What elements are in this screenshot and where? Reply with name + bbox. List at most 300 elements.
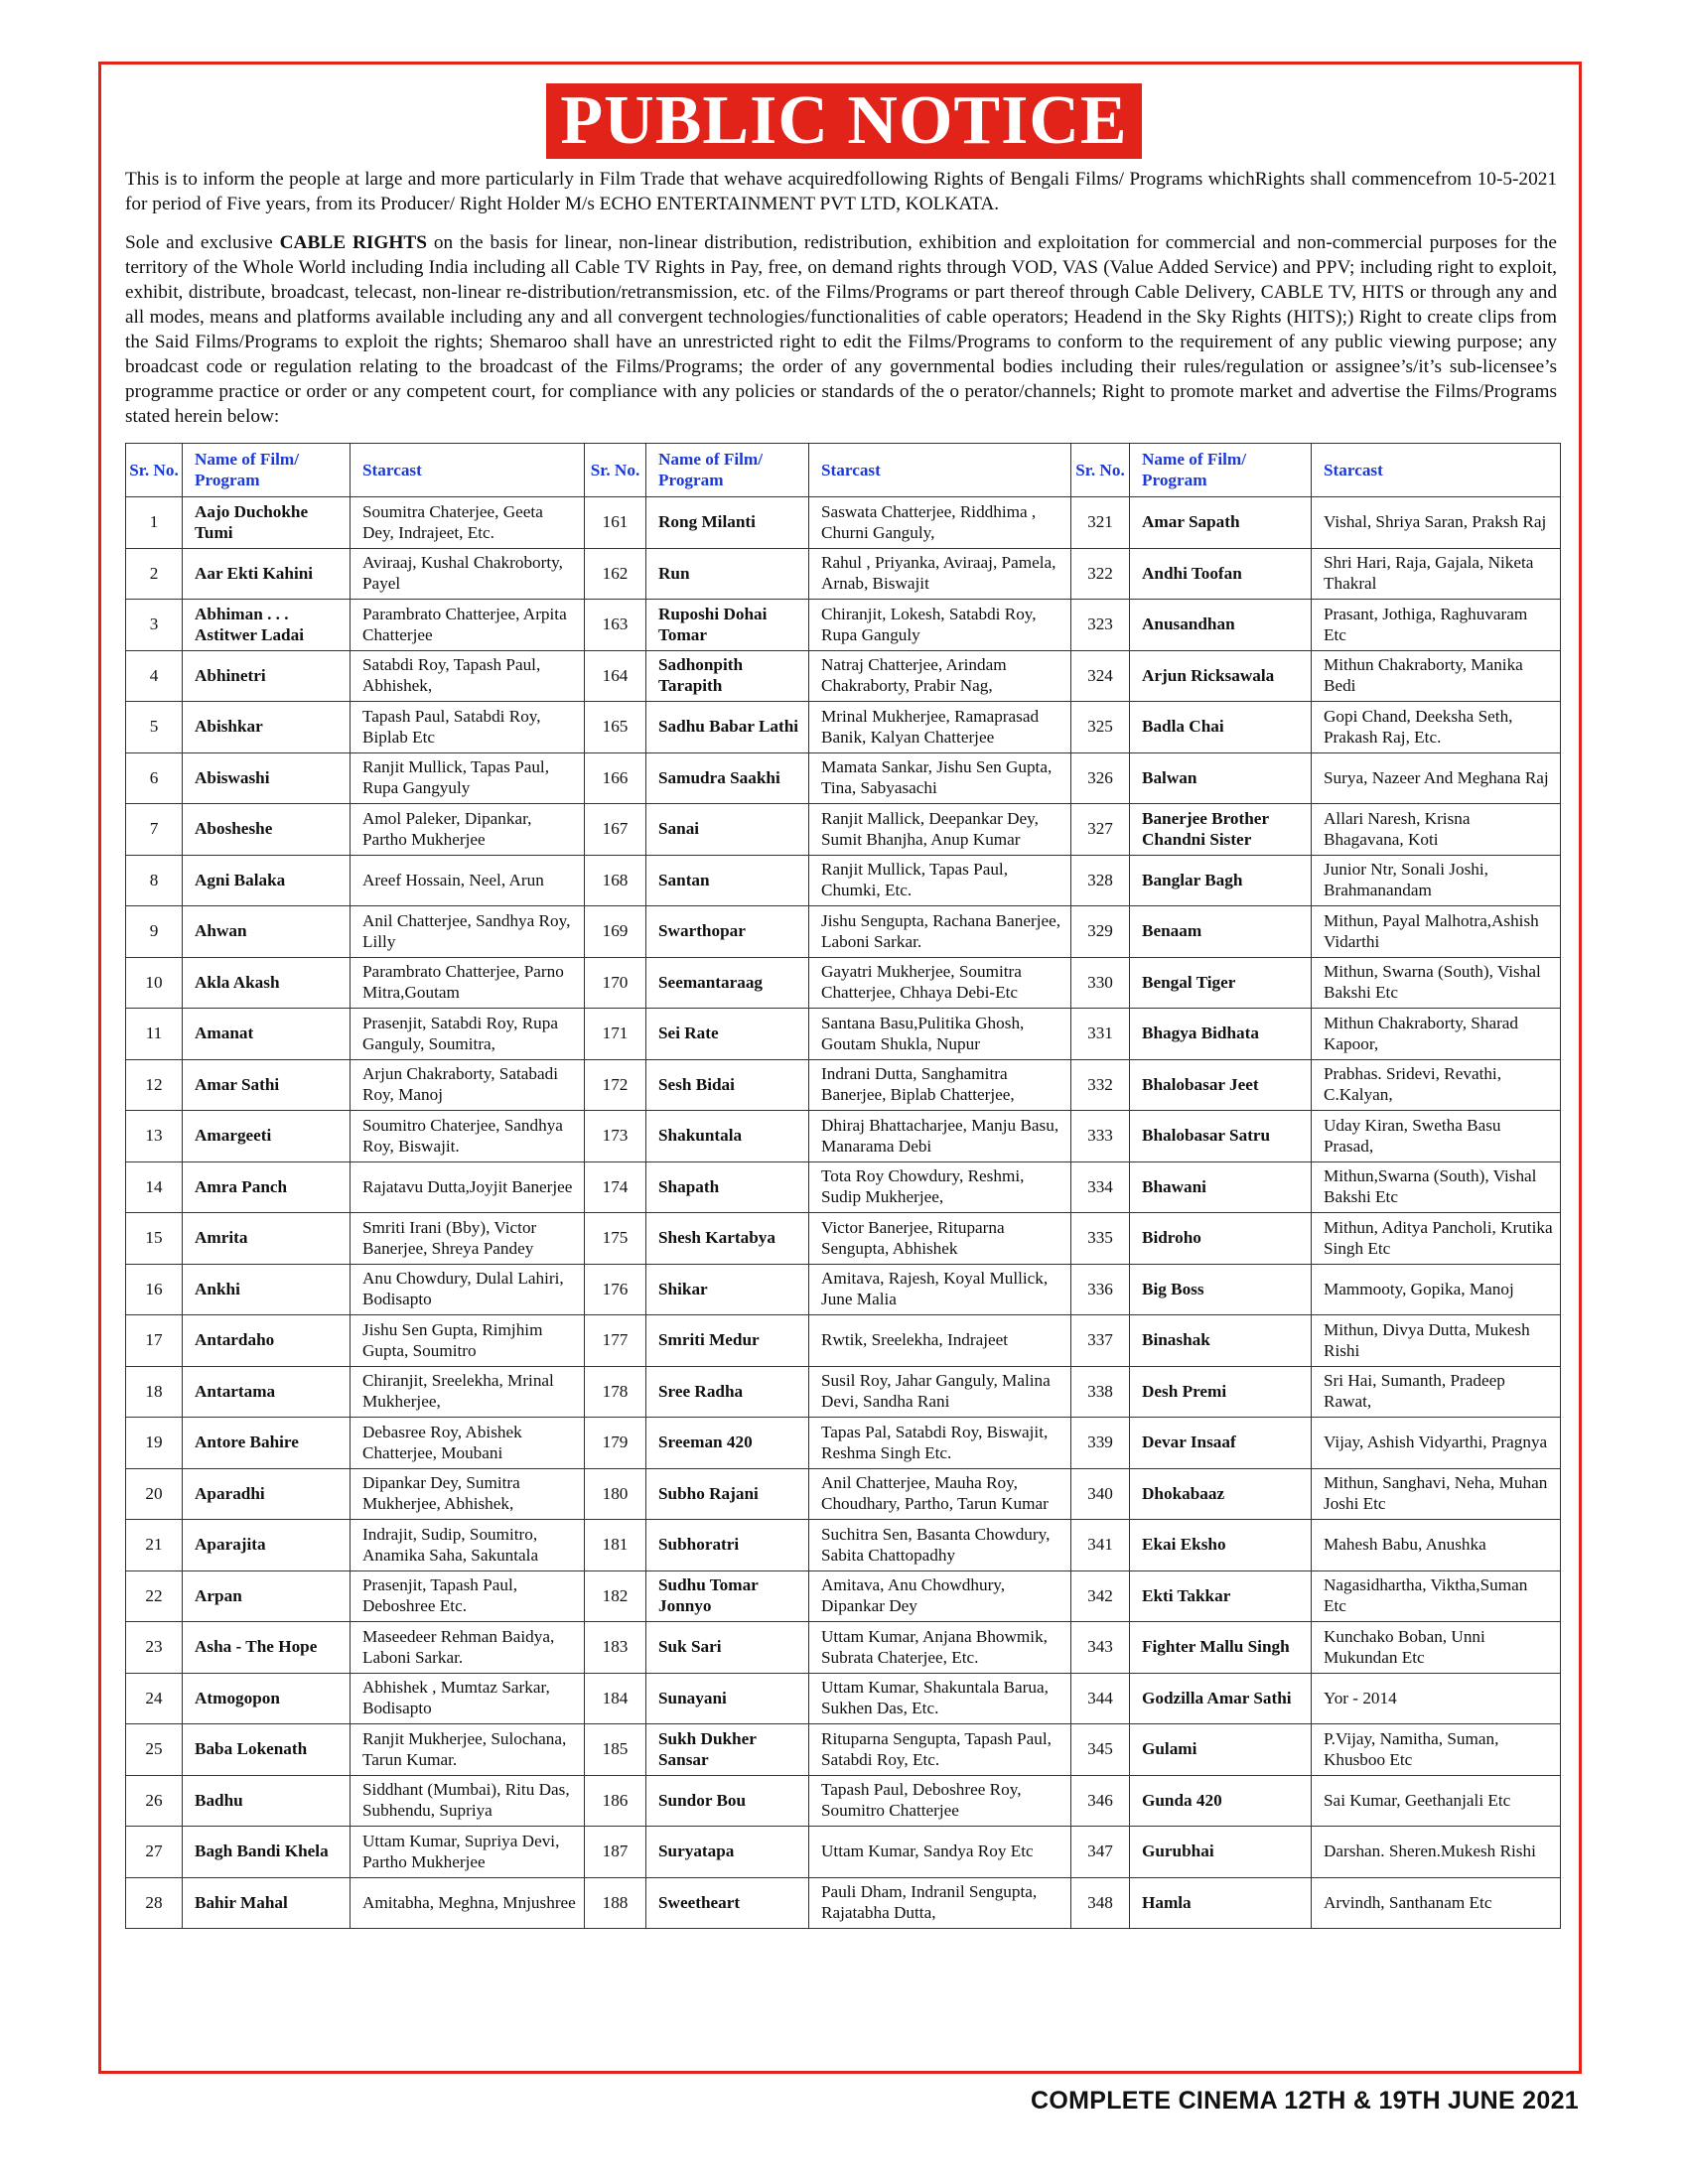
table-row: [126, 1468, 1561, 1520]
cell-film-name: Ekai Eksho: [1130, 1520, 1312, 1571]
cell-sr-no: 337: [1071, 1315, 1130, 1367]
cell-sr-no: 325: [1071, 702, 1130, 753]
cell-film-name: Banglar Bagh: [1130, 855, 1312, 906]
cell-starcast: Prasenjit, Tapash Paul, Deboshree Etc.: [351, 1570, 585, 1622]
cell-starcast: Uttam Kumar, Anjana Bhowmik, Subrata Chaterjee, Etc.: [809, 1622, 1071, 1674]
cell-film-name: Bidroho: [1130, 1213, 1312, 1265]
cell-film-name: Amar Sapath: [1130, 497, 1312, 549]
cell-film-name: Andhi Toofan: [1130, 548, 1312, 600]
cell-starcast: Chiranjit, Lokesh, Satabdi Roy, Rupa Ganguly: [809, 600, 1071, 651]
cell-starcast: Indrani Dutta, Sanghamitra Banerjee, Biplab Chatterjee,: [809, 1059, 1071, 1111]
cell-starcast: Kunchako Boban, Unni Mukundan Etc: [1312, 1622, 1561, 1674]
cell-starcast: Susil Roy, Jahar Ganguly, Malina Devi, Sandha Rani: [809, 1366, 1071, 1418]
cell-film-name: Swarthopar: [646, 906, 809, 958]
cell-sr-no: 14: [126, 1161, 183, 1213]
cell-starcast: Mamata Sankar, Jishu Sen Gupta, Tina, Sabyasachi: [809, 752, 1071, 804]
table-row: [126, 1877, 1561, 1929]
cell-film-name: Banerjee Brother Chandni Sister: [1130, 804, 1312, 856]
cell-starcast: Uday Kiran, Swetha Basu Prasad,: [1312, 1111, 1561, 1162]
cell-film-name: Sreeman 420: [646, 1418, 809, 1469]
cell-starcast: Mithun, Aditya Pancholi, Krutika Singh Etc: [1312, 1213, 1561, 1265]
cell-film-name: Godzilla Amar Sathi: [1130, 1673, 1312, 1724]
cell-sr-no: 15: [126, 1213, 183, 1265]
cell-film-name: Smriti Medur: [646, 1315, 809, 1367]
cell-sr-no: 164: [585, 650, 646, 702]
cell-film-name: Gunda 420: [1130, 1775, 1312, 1827]
cell-film-name: Anusandhan: [1130, 600, 1312, 651]
table-row: [126, 752, 1561, 804]
cell-starcast: Jishu Sen Gupta, Rimjhim Gupta, Soumitro: [351, 1315, 585, 1367]
cell-sr-no: 338: [1071, 1366, 1130, 1418]
cell-sr-no: 182: [585, 1570, 646, 1622]
cell-film-name: Devar Insaaf: [1130, 1418, 1312, 1469]
cell-starcast: Amitabha, Meghna, Mnjushree: [351, 1877, 585, 1929]
cell-sr-no: 10: [126, 957, 183, 1009]
cell-film-name: Bengal Tiger: [1130, 957, 1312, 1009]
cell-film-name: Amargeeti: [183, 1111, 351, 1162]
cell-sr-no: 329: [1071, 906, 1130, 958]
cell-sr-no: 344: [1071, 1673, 1130, 1724]
cell-sr-no: 347: [1071, 1827, 1130, 1878]
cell-sr-no: 343: [1071, 1622, 1130, 1674]
cell-sr-no: 177: [585, 1315, 646, 1367]
films-table-body: [126, 497, 1561, 1929]
cell-starcast: Saswata Chatterjee, Riddhima , Churni Ganguly,: [809, 497, 1071, 549]
cell-starcast: Tapash Paul, Deboshree Roy, Soumitro Chatterjee: [809, 1775, 1071, 1827]
cell-starcast: Victor Banerjee, Rituparna Sengupta, Abhishek: [809, 1213, 1071, 1265]
cell-starcast: Soumitra Chaterjee, Geeta Dey, Indrajeet, Etc.: [351, 497, 585, 549]
table-row: [126, 1059, 1561, 1111]
table-row: [126, 497, 1561, 549]
cell-sr-no: 13: [126, 1111, 183, 1162]
cell-film-name: Sadhu Babar Lathi: [646, 702, 809, 753]
header-film-name: Name of Film/ Program: [1130, 444, 1312, 497]
cell-sr-no: 184: [585, 1673, 646, 1724]
cell-sr-no: 340: [1071, 1468, 1130, 1520]
cell-sr-no: 334: [1071, 1161, 1130, 1213]
rights-paragraph: [125, 230, 1557, 429]
header-starcast: Starcast: [809, 444, 1071, 497]
cell-starcast: Ranjit Mukherjee, Sulochana, Tarun Kumar.: [351, 1724, 585, 1776]
cell-sr-no: 28: [126, 1877, 183, 1929]
cell-film-name: Asha - The Hope: [183, 1622, 351, 1674]
table-row: [126, 957, 1561, 1009]
table-row: [126, 1009, 1561, 1060]
cell-starcast: Sri Hai, Sumanth, Pradeep Rawat,: [1312, 1366, 1561, 1418]
cell-starcast: Maseedeer Rehman Baidya, Laboni Sarkar.: [351, 1622, 585, 1674]
cell-sr-no: 181: [585, 1520, 646, 1571]
cell-film-name: Binashak: [1130, 1315, 1312, 1367]
cell-starcast: Tapas Pal, Satabdi Roy, Biswajit, Reshma Singh Etc.: [809, 1418, 1071, 1469]
cell-sr-no: 23: [126, 1622, 183, 1674]
table-row: [126, 1827, 1561, 1878]
cell-film-name: Abhiman . . . Astitwer Ladai: [183, 600, 351, 651]
cell-sr-no: 169: [585, 906, 646, 958]
table-row: [126, 548, 1561, 600]
cell-film-name: Sundor Bou: [646, 1775, 809, 1827]
cell-film-name: Antore Bahire: [183, 1418, 351, 1469]
cell-starcast: Allari Naresh, Krisna Bhagavana, Koti: [1312, 804, 1561, 856]
cell-film-name: Sunayani: [646, 1673, 809, 1724]
cell-film-name: Dhokabaaz: [1130, 1468, 1312, 1520]
cell-sr-no: 348: [1071, 1877, 1130, 1929]
cell-sr-no: 167: [585, 804, 646, 856]
cell-film-name: Suk Sari: [646, 1622, 809, 1674]
cell-film-name: Amar Sathi: [183, 1059, 351, 1111]
cell-starcast: Tapash Paul, Satabdi Roy, Biplab Etc: [351, 702, 585, 753]
cell-starcast: Areef Hossain, Neel, Arun: [351, 855, 585, 906]
table-row: [126, 906, 1561, 958]
cell-sr-no: 168: [585, 855, 646, 906]
cell-film-name: Amanat: [183, 1009, 351, 1060]
header-sr-no: Sr. No.: [126, 444, 183, 497]
cell-film-name: Benaam: [1130, 906, 1312, 958]
cell-sr-no: 326: [1071, 752, 1130, 804]
table-row: [126, 1366, 1561, 1418]
cell-starcast: P.Vijay, Namitha, Suman, Khusboo Etc: [1312, 1724, 1561, 1776]
cell-film-name: Bahir Mahal: [183, 1877, 351, 1929]
cell-sr-no: 345: [1071, 1724, 1130, 1776]
cell-film-name: Atmogopon: [183, 1673, 351, 1724]
cell-sr-no: 333: [1071, 1111, 1130, 1162]
cell-film-name: Badhu: [183, 1775, 351, 1827]
cell-sr-no: 178: [585, 1366, 646, 1418]
cell-sr-no: 339: [1071, 1418, 1130, 1469]
table-row: [126, 1161, 1561, 1213]
cell-starcast: Aviraaj, Kushal Chakroborty, Payel: [351, 548, 585, 600]
cell-film-name: Sanai: [646, 804, 809, 856]
cell-starcast: Mithun, Payal Malhotra,Ashish Vidarthi: [1312, 906, 1561, 958]
cell-sr-no: 6: [126, 752, 183, 804]
cell-starcast: Indrajit, Sudip, Soumitro, Anamika Saha, Sakuntala: [351, 1520, 585, 1571]
films-table: [125, 443, 1561, 1929]
cell-film-name: Balwan: [1130, 752, 1312, 804]
cell-sr-no: 161: [585, 497, 646, 549]
cell-starcast: Chiranjit, Sreelekha, Mrinal Mukherjee,: [351, 1366, 585, 1418]
table-row: [126, 1315, 1561, 1367]
cell-film-name: Antartama: [183, 1366, 351, 1418]
cell-starcast: Mammooty, Gopika, Manoj: [1312, 1264, 1561, 1315]
cell-film-name: Arpan: [183, 1570, 351, 1622]
cell-starcast: Mahesh Babu, Anushka: [1312, 1520, 1561, 1571]
cell-sr-no: 321: [1071, 497, 1130, 549]
cell-starcast: Jishu Sengupta, Rachana Banerjee, Laboni Sarkar.: [809, 906, 1071, 958]
cell-starcast: Ranjit Mullick, Tapas Paul, Chumki, Etc.: [809, 855, 1071, 906]
cell-starcast: Shri Hari, Raja, Gajala, Niketa Thakral: [1312, 548, 1561, 600]
cell-film-name: Arjun Ricksawala: [1130, 650, 1312, 702]
cell-sr-no: 171: [585, 1009, 646, 1060]
table-row: [126, 702, 1561, 753]
cell-film-name: Gurubhai: [1130, 1827, 1312, 1878]
cell-film-name: Shapath: [646, 1161, 809, 1213]
cell-starcast: Tota Roy Chowdury, Reshmi, Sudip Mukherjee,: [809, 1161, 1071, 1213]
cell-starcast: Abhishek , Mumtaz Sarkar, Bodisapto: [351, 1673, 585, 1724]
cell-sr-no: 331: [1071, 1009, 1130, 1060]
rights-lead: Sole and exclusive: [125, 232, 280, 253]
cell-starcast: Sai Kumar, Geethanjali Etc: [1312, 1775, 1561, 1827]
cell-sr-no: 4: [126, 650, 183, 702]
cell-starcast: Amol Paleker, Dipankar, Partho Mukherjee: [351, 804, 585, 856]
cell-film-name: Fighter Mallu Singh: [1130, 1622, 1312, 1674]
cell-starcast: Anil Chatterjee, Sandhya Roy, Lilly: [351, 906, 585, 958]
cell-starcast: Mithun Chakraborty, Sharad Kapoor,: [1312, 1009, 1561, 1060]
cell-sr-no: 166: [585, 752, 646, 804]
cell-starcast: Uttam Kumar, Shakuntala Barua, Sukhen Das, Etc.: [809, 1673, 1071, 1724]
cell-film-name: Seemantaraag: [646, 957, 809, 1009]
cell-sr-no: 16: [126, 1264, 183, 1315]
cell-sr-no: 163: [585, 600, 646, 651]
cell-starcast: Debasree Roy, Abishek Chatterjee, Moubani: [351, 1418, 585, 1469]
cell-starcast: Arjun Chakraborty, Satabadi Roy, Manoj: [351, 1059, 585, 1111]
cell-film-name: Hamla: [1130, 1877, 1312, 1929]
cell-starcast: Santana Basu,Pulitika Ghosh, Goutam Shukla, Nupur: [809, 1009, 1071, 1060]
cell-sr-no: 18: [126, 1366, 183, 1418]
cell-sr-no: 20: [126, 1468, 183, 1520]
cell-sr-no: 336: [1071, 1264, 1130, 1315]
cell-starcast: Uttam Kumar, Sandya Roy Etc: [809, 1827, 1071, 1878]
cell-film-name: Run: [646, 548, 809, 600]
cell-sr-no: 1: [126, 497, 183, 549]
cell-film-name: Ahwan: [183, 906, 351, 958]
header-starcast: Starcast: [351, 444, 585, 497]
table-row: [126, 1622, 1561, 1674]
cell-sr-no: 173: [585, 1111, 646, 1162]
cell-sr-no: 330: [1071, 957, 1130, 1009]
cell-starcast: Rajatavu Dutta,Joyjit Banerjee: [351, 1161, 585, 1213]
cell-sr-no: 9: [126, 906, 183, 958]
cell-sr-no: 179: [585, 1418, 646, 1469]
table-row: [126, 1570, 1561, 1622]
cell-sr-no: 324: [1071, 650, 1130, 702]
cell-starcast: Darshan. Sheren.Mukesh Rishi: [1312, 1827, 1561, 1878]
cell-film-name: Bhalobasar Jeet: [1130, 1059, 1312, 1111]
cell-sr-no: 2: [126, 548, 183, 600]
cell-sr-no: 8: [126, 855, 183, 906]
cell-starcast: Prasenjit, Satabdi Roy, Rupa Ganguly, Soumitra,: [351, 1009, 585, 1060]
cell-film-name: Aajo Duchokhe Tumi: [183, 497, 351, 549]
cell-film-name: Sesh Bidai: [646, 1059, 809, 1111]
cell-sr-no: 12: [126, 1059, 183, 1111]
cell-sr-no: 170: [585, 957, 646, 1009]
cell-starcast: Surya, Nazeer And Meghana Raj: [1312, 752, 1561, 804]
cell-film-name: Sree Radha: [646, 1366, 809, 1418]
cell-starcast: Anu Chowdury, Dulal Lahiri, Bodisapto: [351, 1264, 585, 1315]
cell-film-name: Sadhonpith Tarapith: [646, 650, 809, 702]
cell-film-name: Sudhu Tomar Jonnyo: [646, 1570, 809, 1622]
cell-starcast: Satabdi Roy, Tapash Paul, Abhishek,: [351, 650, 585, 702]
header-starcast: Starcast: [1312, 444, 1561, 497]
table-row: [126, 600, 1561, 651]
cell-film-name: Bagh Bandi Khela: [183, 1827, 351, 1878]
header-film-name: Name of Film/ Program: [183, 444, 351, 497]
cell-film-name: Badla Chai: [1130, 702, 1312, 753]
cell-starcast: Vishal, Shriya Saran, Praksh Raj: [1312, 497, 1561, 549]
cell-starcast: Natraj Chatterjee, Arindam Chakraborty, Prabir Nag,: [809, 650, 1071, 702]
cell-film-name: Ruposhi Dohai Tomar: [646, 600, 809, 651]
cell-starcast: Mithun, Swarna (South), Vishal Bakshi Etc: [1312, 957, 1561, 1009]
cell-film-name: Sukh Dukher Sansar: [646, 1724, 809, 1776]
cell-starcast: Yor - 2014: [1312, 1673, 1561, 1724]
cell-film-name: Agni Balaka: [183, 855, 351, 906]
cell-sr-no: 26: [126, 1775, 183, 1827]
cell-starcast: Vijay, Ashish Vidyarthi, Pragnya: [1312, 1418, 1561, 1469]
cell-sr-no: 327: [1071, 804, 1130, 856]
cell-starcast: Gayatri Mukherjee, Soumitra Chatterjee, Chhaya Debi-Etc: [809, 957, 1071, 1009]
cell-sr-no: 21: [126, 1520, 183, 1571]
cell-film-name: Antardaho: [183, 1315, 351, 1367]
cell-starcast: Gopi Chand, Deeksha Seth, Prakash Raj, Etc.: [1312, 702, 1561, 753]
cell-sr-no: 19: [126, 1418, 183, 1469]
title-area: [0, 83, 1688, 159]
cell-sr-no: 186: [585, 1775, 646, 1827]
cell-film-name: Suryatapa: [646, 1827, 809, 1878]
header-sr-no: Sr. No.: [585, 444, 646, 497]
cell-starcast: Mrinal Mukherjee, Ramaprasad Banik, Kalyan Chatterjee: [809, 702, 1071, 753]
cell-starcast: Suchitra Sen, Basanta Chowdury, Sabita Chattopadhy: [809, 1520, 1071, 1571]
page-title: PUBLIC NOTICE: [546, 83, 1141, 159]
cell-starcast: Rituparna Sengupta, Tapash Paul, Satabdi Roy, Etc.: [809, 1724, 1071, 1776]
cell-film-name: Shesh Kartabya: [646, 1213, 809, 1265]
cell-film-name: Rong Milanti: [646, 497, 809, 549]
header-film-name: Name of Film/ Program: [646, 444, 809, 497]
cell-starcast: Prasant, Jothiga, Raghuvaram Etc: [1312, 600, 1561, 651]
cell-film-name: Bhagya Bidhata: [1130, 1009, 1312, 1060]
cell-sr-no: 17: [126, 1315, 183, 1367]
cell-film-name: Subhoratri: [646, 1520, 809, 1571]
cell-film-name: Shikar: [646, 1264, 809, 1315]
header-sr-no: Sr. No.: [1071, 444, 1130, 497]
cell-sr-no: 335: [1071, 1213, 1130, 1265]
cell-sr-no: 328: [1071, 855, 1130, 906]
cell-sr-no: 5: [126, 702, 183, 753]
cell-sr-no: 322: [1071, 548, 1130, 600]
cell-film-name: Subho Rajani: [646, 1468, 809, 1520]
cell-sr-no: 27: [126, 1827, 183, 1878]
cell-film-name: Amrita: [183, 1213, 351, 1265]
cell-starcast: Rwtik, Sreelekha, Indrajeet: [809, 1315, 1071, 1367]
table-row: [126, 1724, 1561, 1776]
cell-film-name: Akla Akash: [183, 957, 351, 1009]
cell-starcast: Anil Chatterjee, Mauha Roy, Choudhary, Partho, Tarun Kumar: [809, 1468, 1071, 1520]
cell-sr-no: 3: [126, 600, 183, 651]
cell-film-name: Baba Lokenath: [183, 1724, 351, 1776]
cell-film-name: Shakuntala: [646, 1111, 809, 1162]
cell-starcast: Amitava, Rajesh, Koyal Mullick, June Malia: [809, 1264, 1071, 1315]
cell-film-name: Sweetheart: [646, 1877, 809, 1929]
cell-starcast: Uttam Kumar, Supriya Devi, Partho Mukherjee: [351, 1827, 585, 1878]
cell-sr-no: 7: [126, 804, 183, 856]
cell-sr-no: 183: [585, 1622, 646, 1674]
cell-sr-no: 174: [585, 1161, 646, 1213]
footer-publication: COMPLETE CINEMA 12TH & 19TH JUNE 2021: [1031, 2087, 1579, 2115]
cell-film-name: Abishkar: [183, 702, 351, 753]
cell-sr-no: 332: [1071, 1059, 1130, 1111]
cell-sr-no: 11: [126, 1009, 183, 1060]
cell-starcast: Arvindh, Santhanam Etc: [1312, 1877, 1561, 1929]
cell-sr-no: 172: [585, 1059, 646, 1111]
cell-starcast: Nagasidhartha, Viktha,Suman Etc: [1312, 1570, 1561, 1622]
cell-sr-no: 187: [585, 1827, 646, 1878]
cell-film-name: Aar Ekti Kahini: [183, 548, 351, 600]
cell-sr-no: 25: [126, 1724, 183, 1776]
table-row: [126, 1775, 1561, 1827]
cell-starcast: Dhiraj Bhattacharjee, Manju Basu, Manarama Debi: [809, 1111, 1071, 1162]
cell-sr-no: 341: [1071, 1520, 1130, 1571]
cell-film-name: Aparajita: [183, 1520, 351, 1571]
table-row: [126, 855, 1561, 906]
intro-paragraph: This is to inform the people at large and more particularly in Film Trade that wehave acquiredfollowing Rights of Bengali Films/ Programs whichRights shall commencefrom 10-5-2021 for period of Five years, from its Producer/ Right Holder M/s ECHO ENTERTAINMENT PVT LTD, KOLKATA.: [125, 169, 1557, 214]
cell-starcast: Parambrato Chatterjee, Parno Mitra,Goutam: [351, 957, 585, 1009]
cell-sr-no: 346: [1071, 1775, 1130, 1827]
cell-film-name: Amra Panch: [183, 1161, 351, 1213]
cell-film-name: Santan: [646, 855, 809, 906]
cell-sr-no: 176: [585, 1264, 646, 1315]
table-row: [126, 1111, 1561, 1162]
cell-film-name: Big Boss: [1130, 1264, 1312, 1315]
cell-starcast: Pauli Dham, Indranil Sengupta, Rajatabha Dutta,: [809, 1877, 1071, 1929]
cell-starcast: Siddhant (Mumbai), Ritu Das, Subhendu, Supriya: [351, 1775, 585, 1827]
cell-film-name: Desh Premi: [1130, 1366, 1312, 1418]
cell-film-name: Ankhi: [183, 1264, 351, 1315]
cell-starcast: Mithun, Sanghavi, Neha, Muhan Joshi Etc: [1312, 1468, 1561, 1520]
cell-starcast: Parambrato Chatterjee, Arpita Chatterjee: [351, 600, 585, 651]
cell-starcast: Dipankar Dey, Sumitra Mukherjee, Abhishek,: [351, 1468, 585, 1520]
cell-film-name: Abhinetri: [183, 650, 351, 702]
cell-film-name: Samudra Saakhi: [646, 752, 809, 804]
cell-film-name: Bhawani: [1130, 1161, 1312, 1213]
table-row: [126, 1213, 1561, 1265]
cell-sr-no: 185: [585, 1724, 646, 1776]
cell-starcast: Ranjit Mullick, Tapas Paul, Rupa Gangyuly: [351, 752, 585, 804]
cell-sr-no: 342: [1071, 1570, 1130, 1622]
cell-starcast: Prabhas. Sridevi, Revathi, C.Kalyan,: [1312, 1059, 1561, 1111]
table-row: [126, 1418, 1561, 1469]
cell-film-name: Sei Rate: [646, 1009, 809, 1060]
cell-film-name: Gulami: [1130, 1724, 1312, 1776]
cell-film-name: Abiswashi: [183, 752, 351, 804]
cell-starcast: Ranjit Mallick, Deepankar Dey, Sumit Bhanjha, Anup Kumar: [809, 804, 1071, 856]
table-header-row: [126, 444, 1561, 497]
cell-sr-no: 175: [585, 1213, 646, 1265]
cell-starcast: Soumitro Chaterjee, Sandhya Roy, Biswajit.: [351, 1111, 585, 1162]
table-row: [126, 804, 1561, 856]
table-row: [126, 650, 1561, 702]
cell-starcast: Smriti Irani (Bby), Victor Banerjee, Shreya Pandey: [351, 1213, 585, 1265]
cell-starcast: Amitava, Anu Chowdhury, Dipankar Dey: [809, 1570, 1071, 1622]
cell-sr-no: 165: [585, 702, 646, 753]
cell-film-name: Abosheshe: [183, 804, 351, 856]
cell-starcast: Junior Ntr, Sonali Joshi, Brahmanandam: [1312, 855, 1561, 906]
cell-film-name: Bhalobasar Satru: [1130, 1111, 1312, 1162]
table-row: [126, 1520, 1561, 1571]
cell-sr-no: 24: [126, 1673, 183, 1724]
cell-sr-no: 22: [126, 1570, 183, 1622]
cell-sr-no: 180: [585, 1468, 646, 1520]
cell-starcast: Mithun Chakraborty, Manika Bedi: [1312, 650, 1561, 702]
table-row: [126, 1264, 1561, 1315]
cell-starcast: Mithun, Divya Dutta, Mukesh Rishi: [1312, 1315, 1561, 1367]
cell-sr-no: 188: [585, 1877, 646, 1929]
cell-film-name: Ekti Takkar: [1130, 1570, 1312, 1622]
rights-body: on the basis for linear, non-linear distribution, redistribution, exhibition and exploitation for commercial and non-commercial purposes for the territory of the Whole World including India including all Cable TV Rights in Pay, free, on demand rights through VOD, VAS (Value Added Service) and PPV; including right to exploit, exhibit, distribute, broadcast, telecast, non-linear re-distribution/retransmission, etc. of the Films/Programs or part thereof through Cable Delivery, CABLE TV, HITS or through any and all modes, means and platforms available including any and all convergent technologies/functionalities of cable operators; Headend in the Sky Rights (HITS);) Right to create clips from the Said Films/Programs to exploit the rights; Shemaroo shall have an unrestricted right to edit the Films/Programs to conform to the requirement of any public viewing purpose; any broadcast code or regulation relating to the broadcast of the Films/Programs; the order of any governmental bodies including their rules/regulation or assignee’s/it’s sub-licensee’s programme practice or order or any competent court, for compliance with any policies or standards of the o perator/channels; Right to promote market and advertise the Films/Programs stated herein below:: [125, 232, 1557, 427]
cell-sr-no: 162: [585, 548, 646, 600]
cell-film-name: Aparadhi: [183, 1468, 351, 1520]
cell-starcast: Mithun,Swarna (South), Vishal Bakshi Etc: [1312, 1161, 1561, 1213]
cell-starcast: Rahul , Priyanka, Aviraaj, Pamela, Arnab, Biswajit: [809, 548, 1071, 600]
table-row: [126, 1673, 1561, 1724]
rights-bold: CABLE RIGHTS: [279, 232, 427, 253]
cell-sr-no: 323: [1071, 600, 1130, 651]
